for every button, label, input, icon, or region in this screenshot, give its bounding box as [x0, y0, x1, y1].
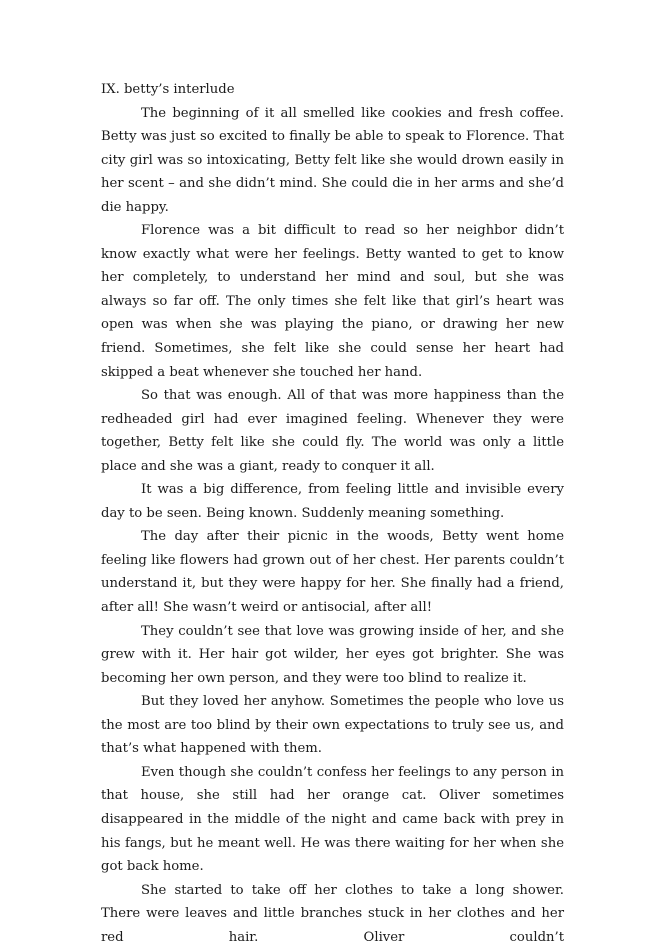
paragraph: They couldn’t see that love was growing inside of her, and she grew with it. Her hair got wilder, her eyes got brighter. She was becoming her own person, and they were too blind to realize it.	[101, 623, 564, 686]
paragraph: The beginning of it all smelled like cookies and fresh coffee. Betty was just so excited to finally be able to speak to Florence. That city girl was so intoxicating, Betty felt like she would drown easily in her scent – and she didn’t mind. She could die in her arms and she’d die happy.	[101, 105, 564, 215]
paragraph: But they loved her anyhow. Sometimes the people who love us the most are too blind by their own expectations to truly see us, and that’s what happened with them.	[101, 694, 564, 757]
paragraph: Even though she couldn’t confess her feelings to any person in that house, she still had her orange cat. Oliver sometimes disappeared in the middle of the night and came back with prey in his fangs, but he meant well. He was there waiting for her when she got back home.	[101, 764, 564, 875]
chapter-heading: IX. betty’s interlude	[101, 82, 235, 97]
chapter-text	[101, 78, 564, 949]
paragraph: The day after their picnic in the woods, Betty went home feeling like flowers had grown out of her chest. Her parents couldn’t understand it, but they were happy for her. She finally had a friend, after all! She wasn’t weird or antisocial, after all!	[101, 529, 564, 616]
paragraph: So that was enough. All of that was more happiness than the redheaded girl had ever imagined feeling. Whenever they were together, Betty felt like she could fly. The world was only a little place and she was a giant, ready to conquer it all.	[101, 388, 564, 474]
paragraph: Florence was a bit difficult to read so her neighbor didn’t know exactly what were her feelings. Betty wanted to get to know her completely, to understand her mind and soul, but she was always so far off. The only times she felt like that girl’s heart was open was when she was playing the piano, or drawing her new friend. Sometimes, she felt like she could sense her heart had skipped a beat whenever she touched her hand.	[101, 223, 564, 380]
paragraph: It was a big difference, from feeling little and invisible every day to be seen. Being known. Suddenly meaning something.	[101, 482, 564, 521]
paragraph: She started to take off her clothes to take a long shower. There were leaves and little branches stuck in her clothes and her red hair. Oliver couldn’t	[101, 882, 564, 945]
